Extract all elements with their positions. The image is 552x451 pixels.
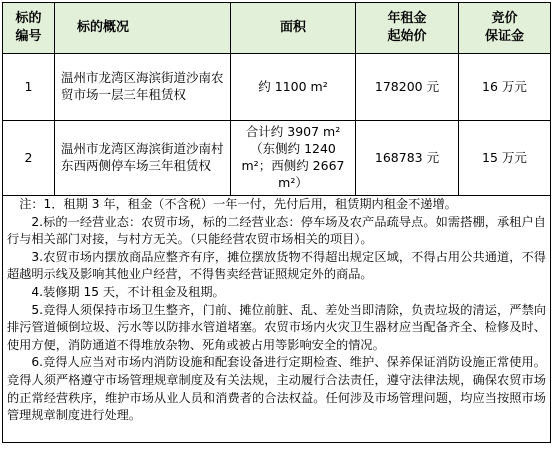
overview-cell: 温州市龙湾区海滨街道沙南村东西两侧停车场三年租赁权 xyxy=(55,121,231,196)
note-4: 4.装修期 15 天，不计租金及租期。 xyxy=(31,284,225,299)
header-price xyxy=(356,3,459,54)
table-row xyxy=(3,54,551,121)
table-header-row xyxy=(3,3,551,54)
lease-lots-table xyxy=(2,2,551,443)
area-cell: 合计约 3907 m²（东侧约 1240 m²；西侧约 2667 m²） xyxy=(231,121,356,196)
deposit-cell: 16 万元 xyxy=(459,54,551,121)
header-price-line1: 年租金 xyxy=(387,11,427,27)
header-deposit xyxy=(459,3,551,54)
header-deposit-line2: 保证金 xyxy=(484,29,524,44)
note-2: 2.标的一经营业态：农贸市场，标的二经营业态：停车场及农产品疏导点。如需搭棚，承租户自行与相关部门对接，与村方无关。（只能经营农贸市场相关的项目）。 xyxy=(7,214,546,247)
price-cell: 168783 元 xyxy=(356,121,459,196)
header-lot-no xyxy=(3,3,55,54)
price-cell: 178200 元 xyxy=(356,54,459,121)
notes-row xyxy=(3,196,551,443)
area-cell: 约 1100 m² xyxy=(231,54,356,121)
header-overview: 标的概况 xyxy=(55,3,231,54)
overview-cell: 温州市龙湾区海滨街道沙南农贸市场一层三年租赁权 xyxy=(55,54,231,121)
deposit-cell: 15 万元 xyxy=(459,121,551,196)
header-lot-no-line1: 标的 xyxy=(15,11,42,27)
note-5: 5.竞得人须保持市场卫生整齐，门前、摊位前脏、乱、差处当即清除，负责垃圾的清运，严禁向排污管道倾倒垃圾、污水等以防排水管道堵塞。农贸市场内火灾卫生器材应当配备齐全、检修及时、使用方便，消防通道不得堆放杂物、死角或被占用等影响安全的情况。 xyxy=(7,302,546,352)
header-deposit-line1: 竞价 xyxy=(491,11,518,27)
lot-no-cell: 1 xyxy=(3,54,55,121)
table-row xyxy=(3,121,551,196)
lot-no-cell: 2 xyxy=(3,121,55,196)
notes-cell xyxy=(3,196,551,443)
header-price-line2: 起始价 xyxy=(387,29,427,44)
note-1: 注：1．租期 3 年，租金（不含税）一年一付，先付后用，租赁期内租金不递增。 xyxy=(19,197,457,211)
note-3: 3.农贸市场内摆放商品应整齐有序，摊位摆放货物不得超出规定区域，不得占用公共通道，不得超越明示线及影响其他业户经营，不得售卖经营证照规定外的商品。 xyxy=(7,249,546,282)
header-lot-no-line2: 编号 xyxy=(15,29,42,44)
header-area: 面积 xyxy=(231,3,356,54)
note-6: 6.竞得人应当对市场内消防设施和配套设备进行定期检查、维护、保养保证消防设施正常使用。竞得人须严格遵守市场管理规章制度及有关法规，主动履行合法责任，遵守法律法规，确保农贸市场的正常经营秩序，维护市场从业人员和消费者的合法权益。任何涉及市场管理问题，均应当按照市场管理规章制度进行处理。 xyxy=(7,355,546,423)
